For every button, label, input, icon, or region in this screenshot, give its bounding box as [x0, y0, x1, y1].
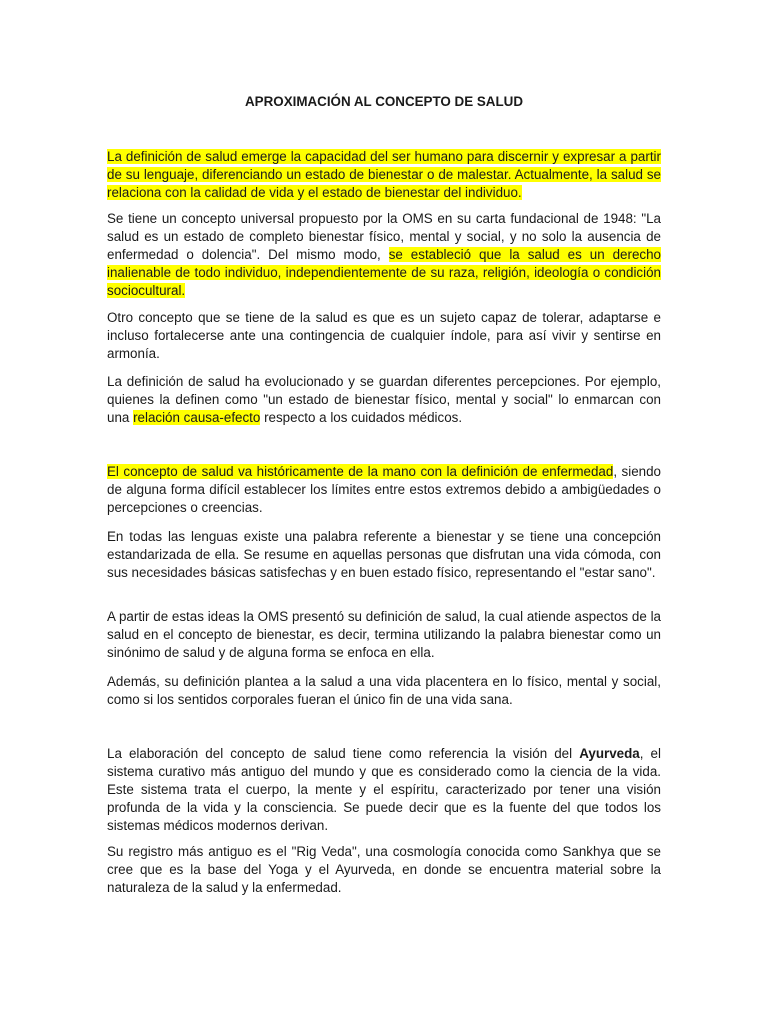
paragraph-5 [107, 463, 661, 517]
paragraph-text: Además, su definición plantea a la salud a una vida placentera en lo físico, mental y social, como si los sentidos corporales fueran el único fin de una vida sana. [107, 674, 661, 707]
paragraph-9 [107, 745, 661, 835]
paragraph-text: , siendo de alguna forma difícil establecer los límites entre estos extremos debido a ambigüedades o percepciones o creencias. [107, 464, 661, 515]
paragraph-7 [107, 608, 661, 662]
paragraph-text: La definición de salud ha evolucionado y se guardan diferentes percepciones. Por ejemplo, quienes la definen como "un estado de bienestar físico, mental y social" lo enmarcan con una [107, 374, 661, 425]
paragraph-1 [107, 148, 661, 202]
paragraph-8 [107, 673, 661, 709]
paragraph-text: Su registro más antiguo es el "Rig Veda", una cosmología conocida como Sankhya que se cree que es la base del Yoga y el Ayurveda, en donde se encuentra material sobre la naturaleza de la salud y la enfermedad. [107, 844, 661, 895]
paragraph-text: Se tiene un concepto universal propuesto por la OMS en su carta fundacional de 1948: "La salud es un estado de completo bienestar físico, mental y social, y no solo la ausencia de enfermedad o dolencia". Del mismo modo, [107, 211, 661, 262]
paragraph-3 [107, 309, 661, 363]
paragraph-2 [107, 210, 661, 300]
paragraph-10 [107, 843, 661, 897]
document-title: APROXIMACIÓN AL CONCEPTO DE SALUD [245, 94, 523, 109]
paragraph-text: , el sistema curativo más antiguo del mundo y que es considerado como la ciencia de la vida. Este sistema trata el cuerpo, la mente y el espíritu, caracterizado por tener una visión profunda de la vida y la consciencia. Se puede decir que es la fuente del que todos los sistemas médicos modernos derivan. [107, 746, 661, 833]
highlighted-text: se estableció que la salud es un derecho inalienable de todo individuo, independientemente de su raza, religión, ideología o condición sociocultural. [107, 246, 661, 298]
highlighted-text: La definición de salud emerge la capacidad del ser humano para discernir y expresar a partir de su lenguaje, diferenciando un estado de bienestar o de malestar. Actualmente, la salud se relaciona con la calidad de vida y el estado de bienestar del individuo. [107, 149, 661, 200]
paragraph-6 [107, 528, 661, 582]
bold-term: Ayurveda [579, 746, 640, 761]
highlighted-text: relación causa-efecto [133, 409, 261, 425]
paragraph-4 [107, 373, 661, 427]
highlighted-text: El concepto de salud va históricamente de la mano con la definición de enfermedad [107, 464, 614, 479]
paragraph-text: Otro concepto que se tiene de la salud es que es un sujeto capaz de tolerar, adaptarse e incluso fortalecerse ante una contingencia de cualquier índole, para así vivir y sentirse en armonía. [107, 310, 661, 361]
paragraph-text: respecto a los cuidados médicos. [260, 409, 463, 425]
paragraph-text: A partir de estas ideas la OMS presentó su definición de salud, la cual atiende aspectos de la salud en el concepto de bienestar, es decir, termina utilizando la palabra bienestar como un sinónimo de salud y de alguna forma se enfoca en ella. [107, 609, 661, 660]
paragraph-text: En todas las lenguas existe una palabra referente a bienestar y se tiene una concepción estandarizada de ella. Se resume en aquellas personas que disfrutan una vida cómoda, con sus necesidades básicas satisfechas y en buen estado físico, representando el "estar sano". [107, 529, 661, 580]
paragraph-text: La elaboración del concepto de salud tiene como referencia la visión del [107, 746, 580, 761]
